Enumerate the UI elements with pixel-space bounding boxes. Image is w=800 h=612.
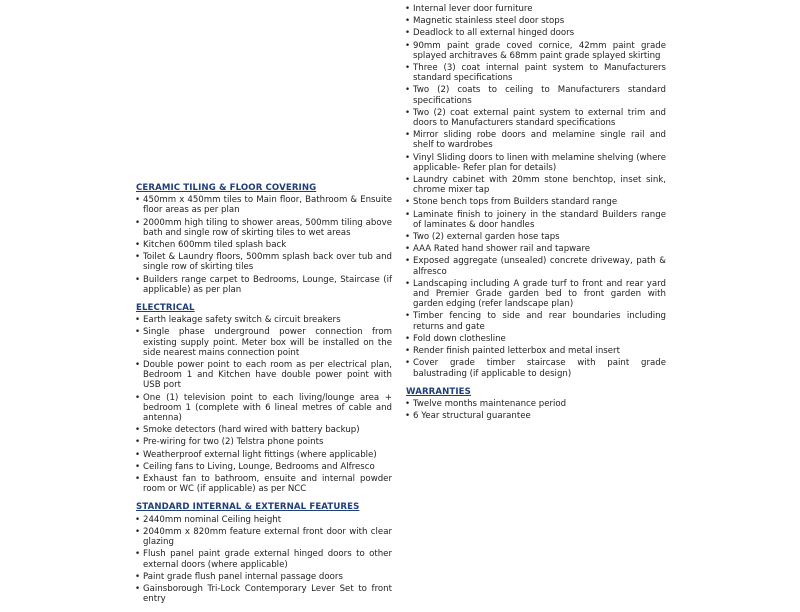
- list-item: • Fold down clothesline: [404, 334, 666, 344]
- list-item: • Two (2) coats to ceiling to Manufacturers standard specifications: [404, 85, 666, 105]
- list-item: • 90mm paint grade coved cornice, 42mm paint grade splayed architraves & 68mm paint grade splayed skirting: [404, 41, 666, 61]
- list-item: • Builders range carpet to Bedrooms, Lounge, Staircase (if applicable) as per plan: [134, 275, 392, 295]
- list-item: • Mirror sliding robe doors and melamine single rail and shelf to wardrobes: [404, 130, 666, 150]
- list-item: • Laundry cabinet with 20mm stone benchtop, inset sink, chrome mixer tap: [404, 175, 666, 195]
- warranties-title: WARRANTIES: [406, 386, 471, 397]
- warranties-list: [404, 399, 666, 421]
- warranties-section: [404, 387, 666, 422]
- list-item: • 2000mm high tiling to shower areas, 500mm tiling above bath and single row of skirting tiles to wet areas: [134, 218, 392, 238]
- list-item: • Flush panel paint grade external hinged doors to other external doors (where applicable): [134, 549, 392, 569]
- list-item: • Three (3) coat internal paint system to Manufacturers standard specifications: [404, 63, 666, 83]
- list-item: • Double power point to each room as per electrical plan, Bedroom 1 and Kitchen have double power point with USB port: [134, 360, 392, 391]
- list-item: • Two (2) coat external paint system to external trim and doors to Manufacturers standard specifications: [404, 108, 666, 128]
- electrical-section: [134, 303, 392, 494]
- list-item: • Vinyl Sliding doors to linen with melamine shelving (where applicable- Refer plan for details): [404, 153, 666, 173]
- electrical-list: [134, 315, 392, 494]
- tiling-title: CERAMIC TILING & FLOOR COVERING: [136, 183, 317, 193]
- list-item: • One (1) television point to each living/lounge area + bedroom 1 (complete with 6 lineal metres of cable and antenna): [134, 393, 392, 424]
- list-item: • 2440mm nominal Ceiling height: [134, 515, 392, 525]
- list-item: • Cover grade timber staircase with paint grade balustrading (if applicable to design): [404, 358, 666, 378]
- list-item: • Exposed aggregate (unsealed) concrete driveway, path & alfresco: [404, 256, 666, 276]
- list-item: • Magnetic stainless steel door stops: [404, 16, 666, 26]
- list-item: • Stone bench tops from Builders standard range: [404, 197, 666, 207]
- right-column: [404, 4, 666, 429]
- features-continued-list: [404, 4, 666, 379]
- list-item: • Paint grade flush panel internal passage doors: [134, 572, 392, 582]
- list-item: • Internal lever door furniture: [404, 4, 666, 14]
- tiling-section: [134, 183, 392, 295]
- specification-page: [134, 0, 666, 605]
- list-item: • Laminate finish to joinery in the standard Builders range of laminates & door handles: [404, 210, 666, 230]
- standard-features-list: [134, 515, 392, 605]
- list-item: • Twelve months maintenance period: [404, 399, 666, 409]
- list-item: • Toilet & Laundry floors, 500mm splash back over tub and single row of skirting tiles: [134, 252, 392, 272]
- list-item: • Exhaust fan to bathroom, ensuite and internal powder room or WC (if applicable) as per NCC: [134, 474, 392, 494]
- left-column: [134, 183, 392, 612]
- list-item: • Kitchen 600mm tiled splash back: [134, 240, 392, 250]
- features-continued-section: [404, 4, 666, 379]
- tiling-list: [134, 195, 392, 295]
- list-item: • Gainsborough Tri-Lock Contemporary Lever Set to front entry: [134, 584, 392, 604]
- list-item: • Earth leakage safety switch & circuit breakers: [134, 315, 392, 325]
- electrical-title: ELECTRICAL: [136, 303, 195, 314]
- list-item: • Ceiling fans to Living, Lounge, Bedrooms and Alfresco: [134, 462, 392, 472]
- list-item: • AAA Rated hand shower rail and tapware: [404, 244, 666, 254]
- list-item: • Render finish painted letterbox and metal insert: [404, 346, 666, 356]
- list-item: • Weatherproof external light fittings (where applicable): [134, 450, 392, 460]
- list-item: • Smoke detectors (hard wired with battery backup): [134, 425, 392, 435]
- list-item: • Pre-wiring for two (2) Telstra phone points: [134, 437, 392, 447]
- list-item: • Timber fencing to side and rear boundaries including returns and gate: [404, 311, 666, 331]
- standard-features-title: STANDARD INTERNAL & EXTERNAL FEATURES: [136, 502, 360, 513]
- list-item: • Single phase underground power connection from existing supply point. Meter box will be installed on the side nearest mains connection point: [134, 327, 392, 358]
- list-item: • Landscaping including A grade turf to front and rear yard and Premier Grade garden bed to front garden with garden edging (refer landscape plan): [404, 279, 666, 310]
- list-item: • 2040mm x 820mm feature external front door with clear glazing: [134, 527, 392, 547]
- list-item: • Two (2) external garden hose taps: [404, 232, 666, 242]
- list-item: • 450mm x 450mm tiles to Main floor, Bathroom & Ensuite floor areas as per plan: [134, 195, 392, 215]
- standard-features-section: [134, 502, 392, 604]
- list-item: • Deadlock to all external hinged doors: [404, 28, 666, 38]
- list-item: • 6 Year structural guarantee: [404, 411, 666, 421]
